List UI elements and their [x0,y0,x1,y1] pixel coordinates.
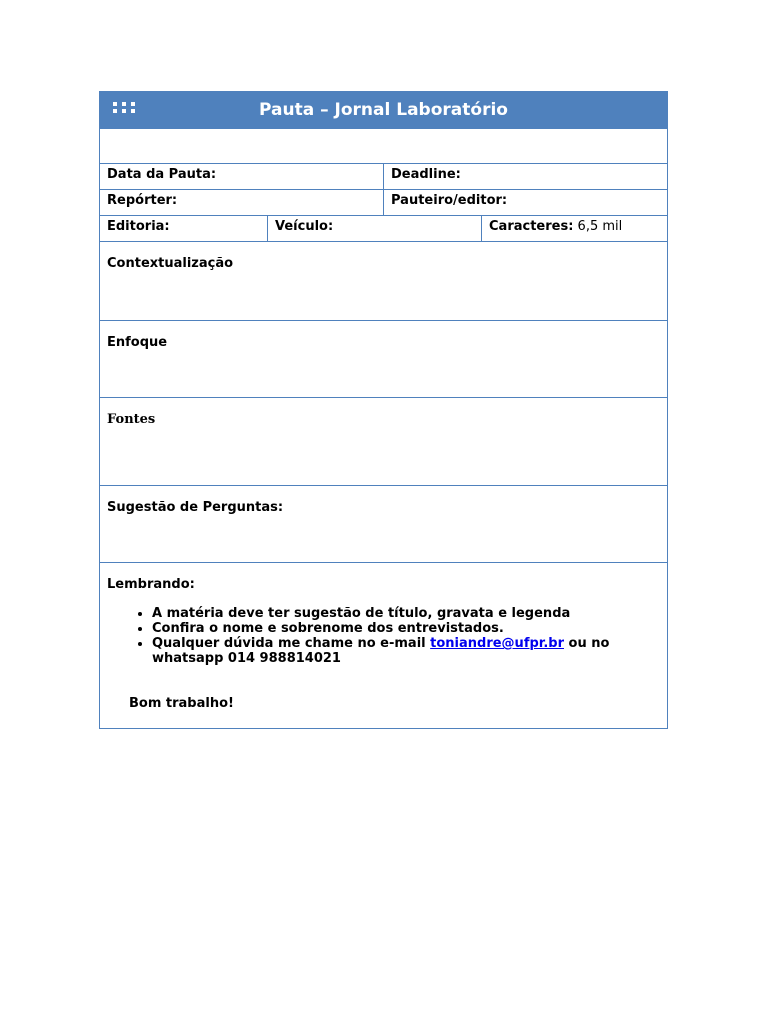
reporter-field[interactable] [100,190,383,215]
perguntas-label: Sugestão de Perguntas: [107,500,284,515]
editor-field[interactable] [383,190,667,215]
reminder-list [107,606,660,666]
deadline-field[interactable] [383,164,667,189]
section-enfoque[interactable] [100,320,667,397]
email-link[interactable]: toniandre@ufpr.br [430,636,564,651]
section-reminders [100,562,667,728]
row-reporter-editor [100,189,667,215]
editoria-label: Editoria: [107,219,170,234]
closing-text: Bom trabalho! [129,696,234,711]
contexto-label: Contextualização [107,256,234,271]
caracteres-value: 6,5 mil [577,219,623,234]
list-item: • A matéria deve ter sugestão de título, gravata e legenda [152,606,660,621]
veiculo-label: Veículo: [275,219,334,234]
reporter-label: Repórter: [107,193,178,208]
date-label: Data da Pauta: [107,167,217,182]
editoria-field[interactable] [100,216,267,241]
row-date-deadline [100,163,667,189]
caracteres-field[interactable] [481,216,667,241]
date-field[interactable] [100,164,383,189]
section-contexto[interactable] [100,241,667,320]
row-editoria-veiculo [100,215,667,241]
section-perguntas[interactable] [100,485,667,562]
form-header [100,92,667,128]
deadline-label: Deadline: [391,167,461,182]
pauta-form [99,91,668,729]
editor-label: Pauteiro/editor: [391,193,508,208]
list-item: • Confira o nome e sobrenome dos entrevistados. [152,621,660,636]
blank-row [100,128,667,163]
list-item: • Qualquer dúvida me chame no e-mail toniandre@ufpr.br ou no whatsapp 014 988814021 [152,636,660,666]
grid-dots-icon [113,102,141,119]
reminders-title: Lembrando: [107,577,195,592]
caracteres-label: Caracteres: [489,219,574,234]
veiculo-field[interactable] [267,216,481,241]
form-title: Pauta – Jornal Laboratório [259,100,508,120]
section-fontes[interactable] [100,397,667,485]
fontes-label: Fontes [107,412,156,427]
enfoque-label: Enfoque [107,335,168,350]
